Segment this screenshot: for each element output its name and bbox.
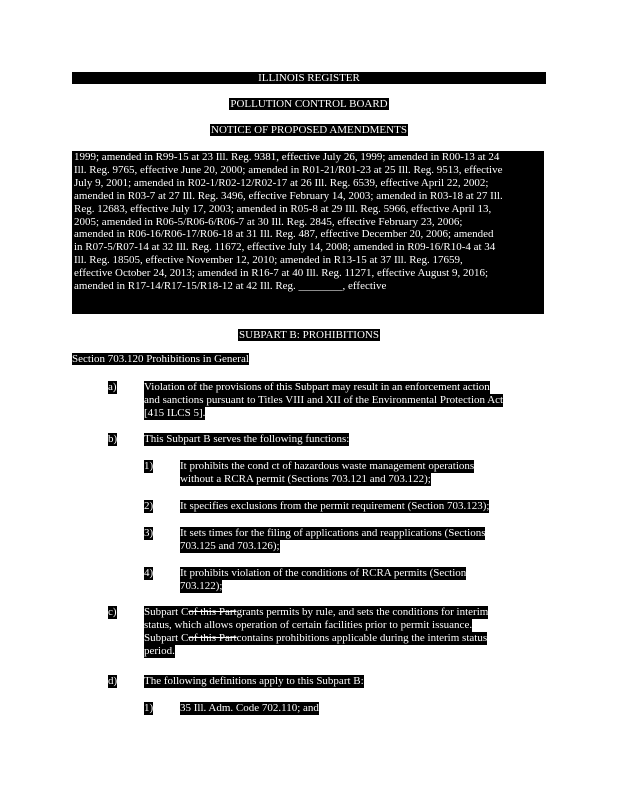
item-b2-label: 2) xyxy=(144,500,154,512)
history-line: July 9, 2001; amended in R02-1/R02-12/R02-17 at 26 Ill. Reg. 6539, effective April 22, 2002; xyxy=(74,176,489,189)
item-c-text xyxy=(144,606,488,658)
item-b3-text xyxy=(180,527,485,553)
register-title: ILLINOIS REGISTER xyxy=(258,72,360,84)
item-b2-line: It specifies exclusions from the permit requirement (Section 703.123); xyxy=(180,500,490,512)
item-b4-line: 703.122); xyxy=(180,580,223,592)
item-c-line: status, which allows operation of certain facilities prior to permit issuance. xyxy=(144,619,473,631)
item-b-label: b) xyxy=(108,433,118,445)
history-line: 1999; amended in R99-15 at 23 Ill. Reg. 9381, effective July 26, 1999; amended in R00-13 at 24 xyxy=(74,151,500,163)
item-b3-label: 3) xyxy=(144,527,154,539)
item-b3-line: It sets times for the filing of applications and reapplications (Sections xyxy=(180,527,486,539)
history-line: Ill. Reg. 18505, effective November 12, 2010; amended in R13-15 at 37 Ill. Reg. 17659, xyxy=(74,254,463,267)
item-c-text-a: Subpart C xyxy=(144,606,189,618)
subpart-title-line xyxy=(0,329,618,342)
item-b4-line: It prohibits violation of the conditions of RCRA permits (Section xyxy=(180,567,467,579)
notice-title-line xyxy=(0,124,618,137)
history-line: Reg. 12683, effective July 17, 2003; amended in R05-8 at 29 Ill. Reg. 5966, effective April 13, xyxy=(74,202,492,215)
item-c-line: period. xyxy=(144,645,175,657)
item-b-text xyxy=(144,433,349,446)
item-c-struck-text: of this Part xyxy=(188,632,237,644)
item-c-label: c) xyxy=(108,606,117,618)
item-b1-text xyxy=(180,460,474,486)
history-line: 2005; amended in R06-5/R06-6/R06-7 at 30 Ill. Reg. 2845, effective February 23, 2006; xyxy=(74,215,463,228)
item-b4-label: 4) xyxy=(144,567,154,579)
history-line: amended in R03-7 at 27 Ill. Reg. 3496, effective February 14, 2003; amended in R03-18 at 27 Ill. xyxy=(74,189,503,202)
item-d1-text xyxy=(180,702,319,715)
item-c-text-b: contains prohibitions applicable during the interim status xyxy=(236,632,488,644)
history-line: in R07-5/R07-14 at 32 Ill. Reg. 11672, effective July 14, 2008; amended in R09-16/R10-4 at 34 xyxy=(74,241,496,254)
history-line: effective October 24, 2013; amended in R16-7 at 40 Ill. Reg. 11271, effective August 9, 2016; xyxy=(74,267,489,280)
item-a-line: Violation of the provisions of this Subpart may result in an enforcement action xyxy=(144,381,490,393)
item-b-line: This Subpart B serves the following functions: xyxy=(144,433,350,445)
item-d1-line: 35 Ill. Adm. Code 702.110; and xyxy=(180,702,319,714)
subpart-title: SUBPART B: PROHIBITIONS xyxy=(239,329,379,341)
item-c-text-a: Subpart C xyxy=(144,632,189,644)
register-header-bar xyxy=(72,72,546,84)
item-c-text-b: grants permits by rule, and sets the conditions for interim xyxy=(236,606,489,618)
section-heading-line xyxy=(72,353,249,366)
board-title-line xyxy=(0,98,618,111)
item-b4-text xyxy=(180,567,466,593)
item-c-line xyxy=(144,606,488,619)
item-c-line xyxy=(144,632,487,645)
item-a-line: [415 ILCS 5]. xyxy=(144,407,206,419)
section-heading: Section 703.120 Prohibitions in General xyxy=(72,353,249,365)
item-a-text xyxy=(144,381,503,420)
item-d-text xyxy=(144,675,364,688)
item-a-line: and sanctions pursuant to Titles VIII and XII of the Environmental Protection Act xyxy=(144,394,504,406)
history-line: Ill. Reg. 9765, effective June 20, 2000; amended in R01-21/R01-23 at 25 Ill. Reg. 9513, effective xyxy=(74,163,503,176)
item-d1-label: 1) xyxy=(144,702,154,714)
item-b3-line: 703.125 and 703.126); xyxy=(180,540,280,552)
item-b2-text xyxy=(180,500,489,513)
item-d-label: d) xyxy=(108,675,118,687)
source-history-block xyxy=(72,151,544,314)
item-d-line: The following definitions apply to this Subpart B: xyxy=(144,675,364,687)
history-line: amended in R17-14/R17-15/R18-12 at 42 Ill. Reg. ________, effective xyxy=(74,280,387,293)
notice-title: NOTICE OF PROPOSED AMENDMENTS xyxy=(211,124,407,136)
item-c-struck-text: of this Part xyxy=(188,606,237,618)
item-b1-line: without a RCRA permit (Sections 703.121 and 703.122); xyxy=(180,473,431,485)
history-line: amended in R06-16/R06-17/R06-18 at 31 Ill. Reg. 487, effective December 20, 2006; amended xyxy=(74,228,494,241)
board-title: POLLUTION CONTROL BOARD xyxy=(230,98,388,110)
item-b1-line: It prohibits the cond ct of hazardous waste management operations xyxy=(180,460,475,472)
item-a-label: a) xyxy=(108,381,117,393)
item-b1-label: 1) xyxy=(144,460,154,472)
